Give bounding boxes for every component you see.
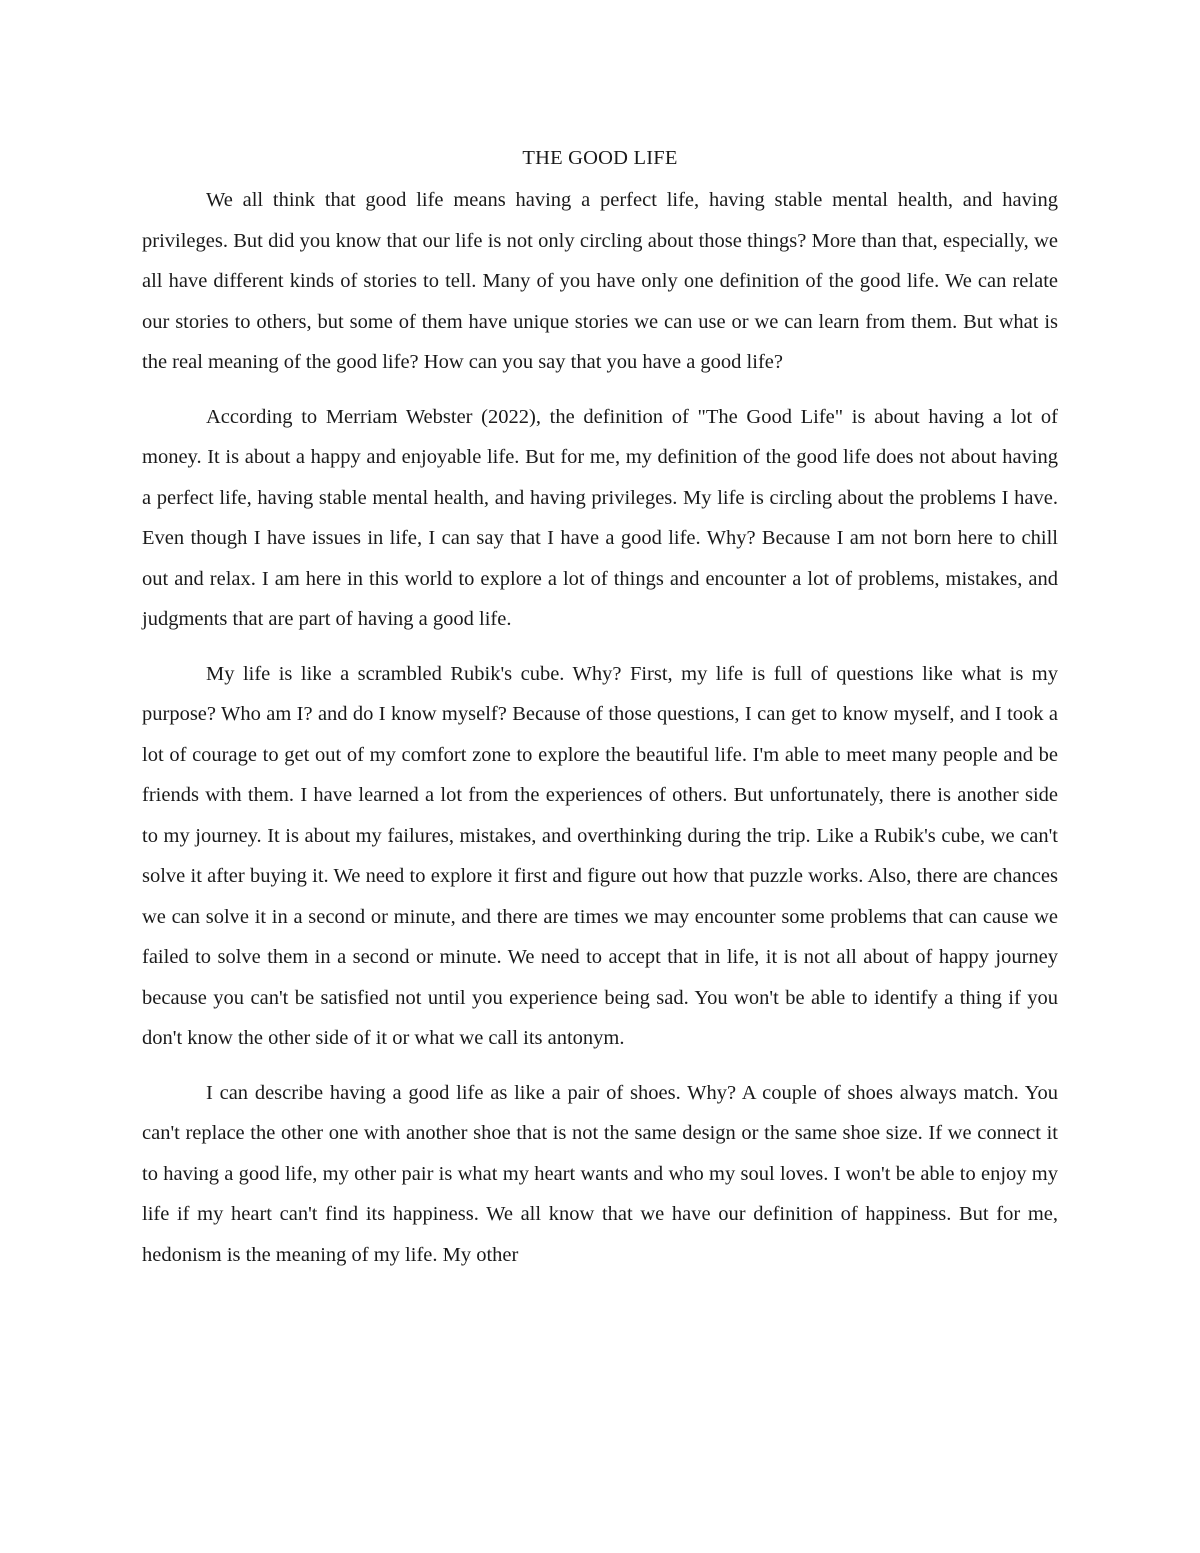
- paragraph-definition: According to Merriam Webster (2022), the definition of "The Good Life" is about having a lot of money. It is about a happy and enjoyable life. But for me, my definition of the good life does not about having a perfect life, having stable mental health, and having privileges. My life is circling about the problems I have. Even though I have issues in life, I can say that I have a good life. Why? Because I am not born here to chill out and relax. I am here in this world to explore a lot of things and encounter a lot of problems, mistakes, and judgments that are part of having a good life.: [142, 405, 1058, 630]
- paragraph-rubiks-cube: My life is like a scrambled Rubik's cube. Why? First, my life is full of questions like what is my purpose? Who am I? and do I know myself? Because of those questions, I can get to know myself, and I took a lot of courage to get out of my comfort zone to explore the beautiful life. I'm able to meet many people and be friends with them. I have learned a lot from the experiences of others. But unfortunately, there is another side to my journey. It is about my failures, mistakes, and overthinking during the trip. Like a Rubik's cube, we can't solve it after buying it. We need to explore it first and figure out how that puzzle works. Also, there are chances we can solve it in a second or minute, and there are times we may encounter some problems that can cause we failed to solve them in a second or minute. We need to accept that in life, it is not all about of happy journey because you can't be satisfied not until you experience being sad. You won't be able to identify a thing if you don't know the other side of it or what we call its antonym.: [142, 662, 1058, 1049]
- paragraph-pair-of-shoes: I can describe having a good life as like a pair of shoes. Why? A couple of shoes always match. You can't replace the other one with another shoe that is not the same design or the same shoe size. If we connect it to having a good life, my other pair is what my heart wants and who my soul loves. I won't be able to enjoy my life if my heart can't find its happiness. We all know that we have our definition of happiness. But for me, hedonism is the meaning of my life. My other: [142, 1081, 1058, 1266]
- document-body: [142, 142, 1058, 1289]
- paragraph-intro: We all think that good life means having a perfect life, having stable mental health, and having privileges. But did you know that our life is not only circling about those things? More than that, especially, we all have different kinds of stories to tell. Many of you have only one definition of the good life. We can relate our stories to others, but some of them have unique stories we can use or we can learn from them. But what is the real meaning of the good life? How can you say that you have a good life?: [142, 189, 1058, 373]
- document-title: THE GOOD LIFE: [522, 147, 678, 169]
